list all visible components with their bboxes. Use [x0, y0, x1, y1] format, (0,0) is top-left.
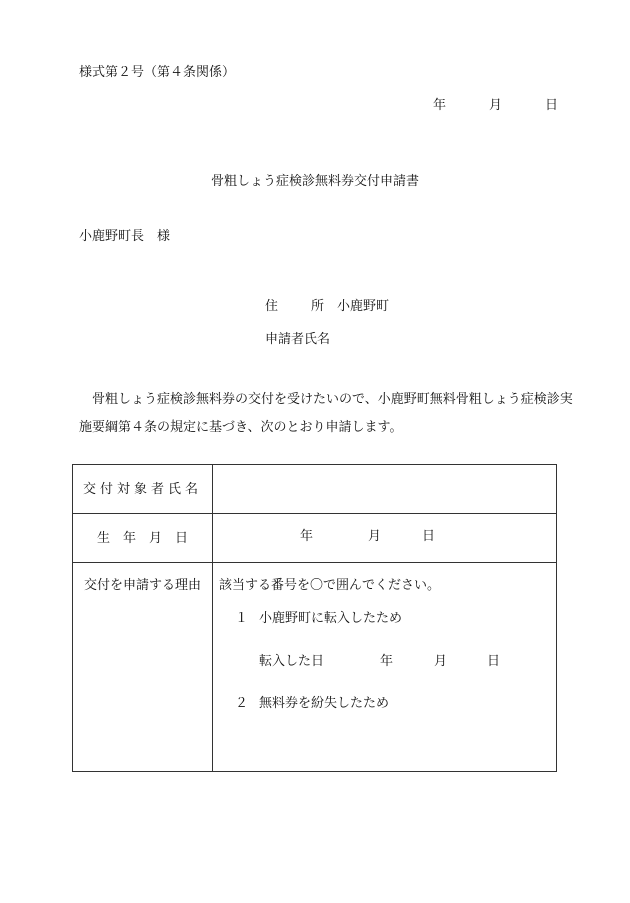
- address-value: 小鹿野町: [337, 299, 390, 314]
- address-label-1: 住: [265, 299, 279, 314]
- application-date: [433, 99, 558, 112]
- option-2-text: 無料券を紛失したため: [259, 696, 390, 711]
- transfer-year-label: 年: [380, 654, 394, 669]
- transfer-day-label: 日: [487, 654, 501, 669]
- dob-day-label: 日: [422, 529, 436, 544]
- table-row: [73, 563, 557, 772]
- date-year-label: 年: [433, 98, 447, 113]
- application-reason-field[interactable]: [213, 563, 557, 772]
- document-title: 骨粗しょう症検診無料券交付申請書: [210, 174, 419, 189]
- option-1-text: 小鹿野町に転入したため: [259, 611, 403, 626]
- recipient-name-field[interactable]: [213, 465, 557, 514]
- date-month-label: 月: [489, 98, 503, 113]
- addressee: 小鹿野町長 様: [79, 229, 171, 244]
- date-of-birth-label: 生 年 月 日: [73, 514, 213, 563]
- applicant-name-label: 申請者氏名: [265, 332, 331, 347]
- body-text: 骨粗しょう症検診無料券の交付を受けたいので、小鹿野町無料骨粗しょう症検診実施要綱第４条の規定に基づき、次のとおり申請します。: [79, 392, 573, 435]
- option-2-number[interactable]: ２: [235, 696, 249, 711]
- dob-month-label: 月: [368, 529, 382, 544]
- application-table: [72, 464, 557, 772]
- date-day-label: 日: [545, 98, 559, 113]
- date-of-birth-field[interactable]: [213, 514, 557, 563]
- application-reason-label: 交付を申請する理由: [73, 563, 213, 772]
- dob-year-label: 年: [300, 529, 314, 544]
- form-number: 様式第２号（第４条関係）: [79, 65, 236, 80]
- table-row: [73, 465, 557, 514]
- address-label-2: 所: [311, 299, 325, 314]
- transfer-date-label: 転入した日: [259, 654, 325, 669]
- table-row: [73, 514, 557, 563]
- transfer-month-label: 月: [434, 654, 448, 669]
- option-1-number[interactable]: １: [235, 611, 249, 626]
- applicant-address: [265, 300, 389, 313]
- reason-instruction: 該当する番号を〇で囲んでください。: [219, 578, 441, 593]
- recipient-name-label: 交付対象者氏名: [73, 465, 213, 514]
